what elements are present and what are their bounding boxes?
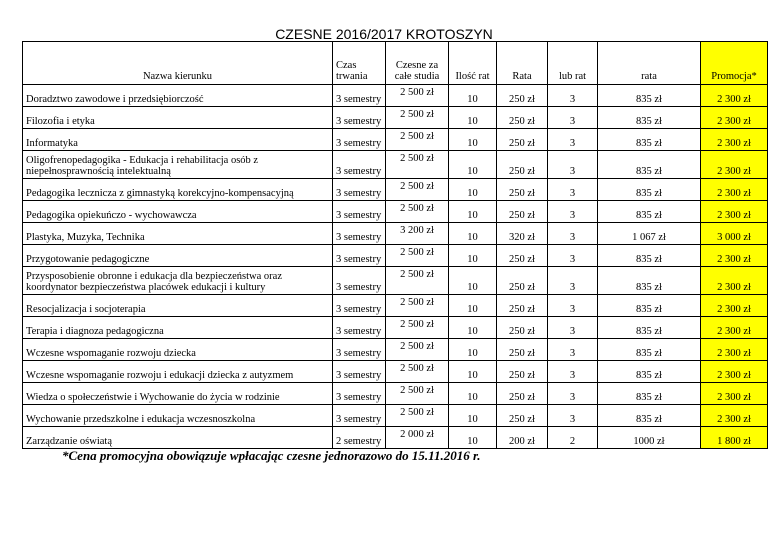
row-promo: 2 300 zł xyxy=(701,245,768,267)
row-or-rates: 3 xyxy=(548,267,598,295)
row-rate2: 835 zł xyxy=(598,85,701,107)
row-installments: 10 xyxy=(449,245,497,267)
row-name: Przygotowanie pedagogiczne xyxy=(23,245,333,267)
row-or-rates: 3 xyxy=(548,339,598,361)
row-rate2: 835 zł xyxy=(598,267,701,295)
header-rate: Rata xyxy=(497,42,548,85)
row-installments: 10 xyxy=(449,317,497,339)
row-rate: 250 zł xyxy=(497,295,548,317)
row-name: Przysposobienie obronne i edukacja dla bezpieczeństwa oraz koordynator bezpieczeństwa placówek edukacji i kultury xyxy=(23,267,333,295)
tuition-table xyxy=(22,41,768,449)
row-promo: 1 800 zł xyxy=(701,427,768,449)
row-duration: 3 semestry xyxy=(333,245,386,267)
row-rate: 250 zł xyxy=(497,129,548,151)
row-rate: 200 zł xyxy=(497,427,548,449)
row-installments: 10 xyxy=(449,223,497,245)
row-name: Filozofia i etyka xyxy=(23,107,333,129)
row-rate: 250 zł xyxy=(497,245,548,267)
row-installments: 10 xyxy=(449,151,497,179)
row-rate: 250 zł xyxy=(497,201,548,223)
table-row xyxy=(23,361,768,383)
row-installments: 10 xyxy=(449,201,497,223)
row-duration: 3 semestry xyxy=(333,129,386,151)
row-promo: 2 300 zł xyxy=(701,151,768,179)
row-installments: 10 xyxy=(449,383,497,405)
row-fee: 2 500 zł xyxy=(386,361,449,383)
header-row xyxy=(23,42,768,85)
row-promo: 3 000 zł xyxy=(701,223,768,245)
row-promo: 2 300 zł xyxy=(701,85,768,107)
row-installments: 10 xyxy=(449,295,497,317)
row-rate2: 1 067 zł xyxy=(598,223,701,245)
row-fee: 2 500 zł xyxy=(386,85,449,107)
header-rate2: rata xyxy=(598,42,701,85)
row-rate: 250 zł xyxy=(497,85,548,107)
row-rate2: 835 zł xyxy=(598,179,701,201)
row-rate2: 835 zł xyxy=(598,295,701,317)
row-or-rates: 2 xyxy=(548,427,598,449)
row-promo: 2 300 zł xyxy=(701,201,768,223)
row-fee: 2 500 zł xyxy=(386,245,449,267)
row-promo: 2 300 zł xyxy=(701,405,768,427)
row-or-rates: 3 xyxy=(548,383,598,405)
row-rate: 250 zł xyxy=(497,405,548,427)
row-rate2: 835 zł xyxy=(598,201,701,223)
row-fee: 2 500 zł xyxy=(386,383,449,405)
row-duration: 3 semestry xyxy=(333,339,386,361)
row-or-rates: 3 xyxy=(548,223,598,245)
row-name: Pedagogika opiekuńczo - wychowawcza xyxy=(23,201,333,223)
row-promo: 2 300 zł xyxy=(701,339,768,361)
row-rate2: 835 zł xyxy=(598,339,701,361)
row-or-rates: 3 xyxy=(548,129,598,151)
row-rate: 250 zł xyxy=(497,339,548,361)
table-row xyxy=(23,267,768,295)
row-duration: 3 semestry xyxy=(333,151,386,179)
row-or-rates: 3 xyxy=(548,361,598,383)
table-row xyxy=(23,201,768,223)
row-rate: 250 zł xyxy=(497,107,548,129)
row-duration: 3 semestry xyxy=(333,267,386,295)
row-duration: 3 semestry xyxy=(333,361,386,383)
row-name: Oligofrenopedagogika - Edukacja i rehabilitacja osób z niepełnosprawnością intelektualną xyxy=(23,151,333,179)
row-rate2: 1000 zł xyxy=(598,427,701,449)
row-promo: 2 300 zł xyxy=(701,361,768,383)
row-duration: 3 semestry xyxy=(333,383,386,405)
row-rate: 250 zł xyxy=(497,361,548,383)
row-duration: 3 semestry xyxy=(333,405,386,427)
row-fee: 2 500 zł xyxy=(386,129,449,151)
row-rate2: 835 zł xyxy=(598,107,701,129)
row-promo: 2 300 zł xyxy=(701,267,768,295)
table-row xyxy=(23,383,768,405)
row-rate: 250 zł xyxy=(497,179,548,201)
row-or-rates: 3 xyxy=(548,107,598,129)
header-duration: Czas trwania xyxy=(333,42,386,85)
row-installments: 10 xyxy=(449,361,497,383)
header-fee: Czesne za całe studia xyxy=(386,42,449,85)
row-rate: 250 zł xyxy=(497,151,548,179)
table-row xyxy=(23,295,768,317)
row-duration: 3 semestry xyxy=(333,317,386,339)
table-row xyxy=(23,245,768,267)
row-installments: 10 xyxy=(449,267,497,295)
row-name: Doradztwo zawodowe i przedsiębiorczość xyxy=(23,85,333,107)
row-or-rates: 3 xyxy=(548,201,598,223)
row-promo: 2 300 zł xyxy=(701,107,768,129)
row-rate2: 835 zł xyxy=(598,317,701,339)
row-fee: 2 500 zł xyxy=(386,267,449,295)
row-installments: 10 xyxy=(449,427,497,449)
row-duration: 3 semestry xyxy=(333,107,386,129)
table-row xyxy=(23,179,768,201)
table-row xyxy=(23,129,768,151)
row-fee: 2 500 zł xyxy=(386,201,449,223)
row-duration: 3 semestry xyxy=(333,201,386,223)
row-fee: 2 000 zł xyxy=(386,427,449,449)
row-rate2: 835 zł xyxy=(598,361,701,383)
header-promo: Promocja* xyxy=(701,42,768,85)
row-rate2: 835 zł xyxy=(598,129,701,151)
row-fee: 2 500 zł xyxy=(386,405,449,427)
promo-note: *Cena promocyjna obowiązuje wpłacając czesne jednorazowo do 15.11.2016 r. xyxy=(62,448,481,463)
table-row xyxy=(23,151,768,179)
row-rate2: 835 zł xyxy=(598,151,701,179)
row-duration: 2 semestry xyxy=(333,427,386,449)
row-duration: 3 semestry xyxy=(333,85,386,107)
row-fee: 3 200 zł xyxy=(386,223,449,245)
row-name: Terapia i diagnoza pedagogiczna xyxy=(23,317,333,339)
row-fee: 2 500 zł xyxy=(386,317,449,339)
row-rate: 250 zł xyxy=(497,317,548,339)
row-name: Wczesne wspomaganie rozwoju dziecka xyxy=(23,339,333,361)
table-row xyxy=(23,223,768,245)
table-row xyxy=(23,339,768,361)
row-name: Wiedza o społeczeństwie i Wychowanie do życia w rodzinie xyxy=(23,383,333,405)
row-rate2: 835 zł xyxy=(598,245,701,267)
row-installments: 10 xyxy=(449,107,497,129)
row-fee: 2 500 zł xyxy=(386,179,449,201)
row-promo: 2 300 zł xyxy=(701,295,768,317)
row-promo: 2 300 zł xyxy=(701,383,768,405)
row-or-rates: 3 xyxy=(548,245,598,267)
row-installments: 10 xyxy=(449,129,497,151)
row-name: Plastyka, Muzyka, Technika xyxy=(23,223,333,245)
row-or-rates: 3 xyxy=(548,295,598,317)
row-rate2: 835 zł xyxy=(598,383,701,405)
row-name: Resocjalizacja i socjoterapia xyxy=(23,295,333,317)
row-or-rates: 3 xyxy=(548,85,598,107)
row-installments: 10 xyxy=(449,85,497,107)
row-or-rates: 3 xyxy=(548,317,598,339)
row-fee: 2 500 zł xyxy=(386,151,449,179)
row-promo: 2 300 zł xyxy=(701,129,768,151)
table-row xyxy=(23,85,768,107)
row-rate: 250 zł xyxy=(497,267,548,295)
row-fee: 2 500 zł xyxy=(386,339,449,361)
row-name: Wychowanie przedszkolne i edukacja wczesnoszkolna xyxy=(23,405,333,427)
row-installments: 10 xyxy=(449,339,497,361)
row-duration: 3 semestry xyxy=(333,179,386,201)
row-promo: 2 300 zł xyxy=(701,179,768,201)
row-name: Zarządzanie oświatą xyxy=(23,427,333,449)
header-name: Nazwa kierunku xyxy=(23,42,333,85)
row-rate2: 835 zł xyxy=(598,405,701,427)
table-row xyxy=(23,405,768,427)
row-installments: 10 xyxy=(449,179,497,201)
row-rate: 320 zł xyxy=(497,223,548,245)
header-or-rates: lub rat xyxy=(548,42,598,85)
page-title: CZESNE 2016/2017 KROTOSZYN xyxy=(275,26,493,42)
row-or-rates: 3 xyxy=(548,405,598,427)
row-duration: 3 semestry xyxy=(333,223,386,245)
row-name: Wczesne wspomaganie rozwoju i edukacji dziecka z autyzmem xyxy=(23,361,333,383)
row-rate: 250 zł xyxy=(497,383,548,405)
table-row xyxy=(23,317,768,339)
table-row xyxy=(23,427,768,449)
row-name: Pedagogika lecznicza z gimnastyką korekcyjno-kompensacyjną xyxy=(23,179,333,201)
row-duration: 3 semestry xyxy=(333,295,386,317)
row-fee: 2 500 zł xyxy=(386,295,449,317)
row-promo: 2 300 zł xyxy=(701,317,768,339)
header-installments: Ilość rat xyxy=(449,42,497,85)
table-row xyxy=(23,107,768,129)
row-fee: 2 500 zł xyxy=(386,107,449,129)
row-installments: 10 xyxy=(449,405,497,427)
row-or-rates: 3 xyxy=(548,179,598,201)
row-or-rates: 3 xyxy=(548,151,598,179)
row-name: Informatyka xyxy=(23,129,333,151)
